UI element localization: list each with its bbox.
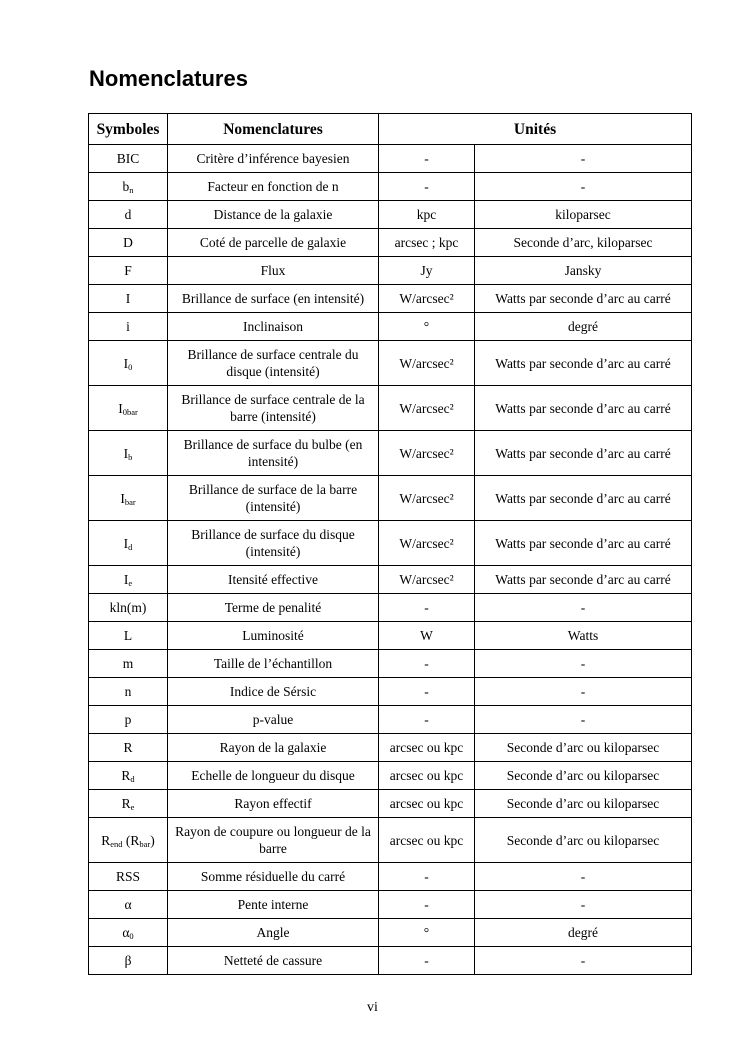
unit-name-cell: Watts par seconde d’arc au carré (475, 341, 692, 386)
symbol-text: I (125, 291, 131, 306)
unit-cell: - (379, 650, 475, 678)
unit-name-cell: - (475, 594, 692, 622)
nomenclature-cell: Indice de Sérsic (168, 678, 379, 706)
nomenclature-cell: Pente interne (168, 891, 379, 919)
unit-cell: - (379, 678, 475, 706)
symbol-cell (89, 431, 168, 476)
symbol-subscript: 0 (129, 931, 134, 941)
unit-name-cell: Watts par seconde d’arc au carré (475, 431, 692, 476)
symbol-cell (89, 706, 168, 734)
table-row (89, 790, 692, 818)
unit-cell: - (379, 145, 475, 173)
unit-name-cell: Watts par seconde d’arc au carré (475, 521, 692, 566)
unit-cell: - (379, 863, 475, 891)
header-nomenclatures: Nomenclatures (168, 114, 379, 145)
symbol-subscript: end (110, 838, 123, 849)
nomenclature-cell: Flux (168, 257, 379, 285)
symbol-cell (89, 229, 168, 257)
nomenclature-cell: Brillance de surface centrale de la barre (intensité) (168, 386, 379, 431)
table-row (89, 431, 692, 476)
unit-cell: - (379, 947, 475, 975)
unit-name-cell: - (475, 678, 692, 706)
symbol-subscript: d (130, 774, 135, 784)
unit-cell: W/arcsec² (379, 341, 475, 386)
unit-name-cell: - (475, 706, 692, 734)
symbol-text: I (120, 490, 125, 506)
symbol-text: R (121, 796, 131, 811)
unit-name-cell: - (475, 947, 692, 975)
unit-cell: ° (379, 919, 475, 947)
symbol-subscript: d (128, 541, 133, 552)
unit-name-cell: - (475, 891, 692, 919)
symbol-text: (R (122, 832, 140, 848)
table-row (89, 919, 692, 947)
table-row (89, 622, 692, 650)
unit-cell: Jy (379, 257, 475, 285)
symbol-text: b (122, 179, 130, 194)
table-row (89, 476, 692, 521)
symbol-cell (89, 521, 168, 566)
unit-name-cell: - (475, 173, 692, 201)
nomenclature-cell: Brillance de surface de la barre (intensité) (168, 476, 379, 521)
symbol-text: β (124, 953, 132, 968)
symbol-cell (89, 313, 168, 341)
page-number: vi (367, 1000, 378, 1015)
unit-cell: arcsec ; kpc (379, 229, 475, 257)
symbol-cell (89, 863, 168, 891)
nomenclature-cell: Brillance de surface centrale du disque (intensité) (168, 341, 379, 386)
nomenclature-cell: Somme résiduelle du carré (168, 863, 379, 891)
nomenclature-cell: Netteté de cassure (168, 947, 379, 975)
symbol-text: L (123, 628, 133, 643)
symbol-cell (89, 145, 168, 173)
symbol-text: α (122, 925, 130, 940)
unit-name-cell: - (475, 650, 692, 678)
unit-cell: W/arcsec² (379, 476, 475, 521)
symbol-cell (89, 650, 168, 678)
unit-cell: W (379, 622, 475, 650)
symbol-cell (89, 622, 168, 650)
symbol-text: BIC (116, 151, 140, 166)
symbol-text: I (118, 400, 123, 416)
symbol-text: I (123, 355, 129, 371)
symbol-text: n (124, 684, 132, 699)
unit-cell: - (379, 173, 475, 201)
symbol-cell (89, 257, 168, 285)
unit-name-cell: - (475, 145, 692, 173)
symbol-cell (89, 919, 168, 947)
symbol-text: D (123, 235, 133, 250)
symbol-cell (89, 762, 168, 790)
unit-name-cell: Watts (475, 622, 692, 650)
nomenclature-cell: Itensité effective (168, 566, 379, 594)
unit-name-cell: Seconde d’arc, kiloparsec (475, 229, 692, 257)
symbol-cell (89, 341, 168, 386)
header-units: Unités (379, 114, 692, 145)
table-row (89, 521, 692, 566)
symbol-subscript: e (128, 578, 133, 588)
table-row (89, 386, 692, 431)
unit-cell: - (379, 706, 475, 734)
nomenclature-cell: Distance de la galaxie (168, 201, 379, 229)
unit-name-cell: kiloparsec (475, 201, 692, 229)
table-header-row (89, 114, 692, 145)
unit-cell: - (379, 891, 475, 919)
symbol-cell (89, 818, 168, 863)
unit-name-cell: Watts par seconde d’arc au carré (475, 476, 692, 521)
symbol-text: I (123, 535, 129, 551)
symbol-subscript: n (129, 185, 134, 195)
table-row (89, 891, 692, 919)
symbol-text: R (121, 768, 131, 783)
symbol-text: F (124, 263, 132, 278)
nomenclature-cell: Brillance de surface du disque (intensité) (168, 521, 379, 566)
table-row (89, 313, 692, 341)
symbol-subscript: 0 (128, 361, 133, 372)
symbol-cell (89, 790, 168, 818)
table-row (89, 145, 692, 173)
nomenclature-cell: p-value (168, 706, 379, 734)
table-row (89, 650, 692, 678)
table-row (89, 734, 692, 762)
symbol-cell (89, 386, 168, 431)
symbol-text: p (124, 712, 132, 727)
table-row (89, 863, 692, 891)
symbol-text: ) (150, 832, 155, 848)
symbol-subscript: b (128, 451, 133, 462)
unit-cell: W/arcsec² (379, 386, 475, 431)
unit-name-cell: Watts par seconde d’arc au carré (475, 285, 692, 313)
symbol-subscript: e (130, 802, 135, 812)
unit-cell: kpc (379, 201, 475, 229)
symbol-cell (89, 201, 168, 229)
symbol-subscript: bar (139, 838, 151, 849)
nomenclature-cell: Brillance de surface (en intensité) (168, 285, 379, 313)
symbol-text: kln(m) (109, 600, 147, 615)
symbol-text: m (122, 656, 134, 671)
table-row (89, 762, 692, 790)
nomenclature-cell: Angle (168, 919, 379, 947)
unit-cell: arcsec ou kpc (379, 734, 475, 762)
unit-cell: ° (379, 313, 475, 341)
unit-name-cell: Jansky (475, 257, 692, 285)
nomenclature-cell: Luminosité (168, 622, 379, 650)
unit-name-cell: Seconde d’arc ou kiloparsec (475, 762, 692, 790)
unit-name-cell: Seconde d’arc ou kiloparsec (475, 818, 692, 863)
table-row (89, 257, 692, 285)
table-body (89, 145, 692, 975)
page-title: Nomenclatures (89, 66, 248, 91)
table-row (89, 341, 692, 386)
unit-cell: arcsec ou kpc (379, 762, 475, 790)
unit-name-cell: Seconde d’arc ou kiloparsec (475, 734, 692, 762)
nomenclature-cell: Rayon de la galaxie (168, 734, 379, 762)
symbol-cell (89, 285, 168, 313)
unit-name-cell: degré (475, 313, 692, 341)
symbol-cell (89, 678, 168, 706)
unit-cell: - (379, 594, 475, 622)
table-row (89, 285, 692, 313)
table-row (89, 818, 692, 863)
symbol-subscript: 0bar (122, 406, 138, 417)
table-row (89, 173, 692, 201)
unit-cell: arcsec ou kpc (379, 790, 475, 818)
nomenclature-cell: Critère d’inférence bayesien (168, 145, 379, 173)
symbol-cell (89, 476, 168, 521)
unit-name-cell: - (475, 863, 692, 891)
symbol-cell (89, 594, 168, 622)
symbol-cell (89, 566, 168, 594)
symbol-text: I (123, 445, 129, 461)
table-row (89, 594, 692, 622)
nomenclature-cell: Brillance de surface du bulbe (en intensité) (168, 431, 379, 476)
table-row (89, 201, 692, 229)
nomenclature-cell: Coté de parcelle de galaxie (168, 229, 379, 257)
symbol-text: R (101, 832, 111, 848)
unit-name-cell: Watts par seconde d’arc au carré (475, 566, 692, 594)
unit-cell: W/arcsec² (379, 566, 475, 594)
nomenclature-cell: Inclinaison (168, 313, 379, 341)
unit-name-cell: degré (475, 919, 692, 947)
symbol-cell (89, 173, 168, 201)
symbol-text: d (124, 207, 132, 222)
symbol-subscript: bar (124, 496, 136, 507)
table-row (89, 706, 692, 734)
table-row (89, 678, 692, 706)
nomenclature-table (88, 113, 692, 975)
nomenclature-cell: Taille de l’échantillon (168, 650, 379, 678)
unit-cell: arcsec ou kpc (379, 818, 475, 863)
unit-cell: W/arcsec² (379, 431, 475, 476)
symbol-text: I (123, 572, 129, 587)
symbol-text: i (126, 319, 130, 334)
nomenclature-cell: Terme de penalité (168, 594, 379, 622)
unit-cell: W/arcsec² (379, 285, 475, 313)
symbol-cell (89, 947, 168, 975)
unit-name-cell: Seconde d’arc ou kiloparsec (475, 790, 692, 818)
nomenclature-cell: Rayon effectif (168, 790, 379, 818)
symbol-text: RSS (115, 869, 141, 884)
symbol-cell (89, 734, 168, 762)
table-row (89, 566, 692, 594)
nomenclature-cell: Rayon de coupure ou longueur de la barre (168, 818, 379, 863)
symbol-text: R (123, 740, 133, 755)
symbol-cell (89, 891, 168, 919)
unit-name-cell: Watts par seconde d’arc au carré (475, 386, 692, 431)
symbol-text: α (124, 897, 132, 912)
header-symbols: Symboles (89, 114, 168, 145)
table-row (89, 947, 692, 975)
unit-cell: W/arcsec² (379, 521, 475, 566)
nomenclature-cell: Facteur en fonction de n (168, 173, 379, 201)
table-row (89, 229, 692, 257)
nomenclature-cell: Echelle de longueur du disque (168, 762, 379, 790)
